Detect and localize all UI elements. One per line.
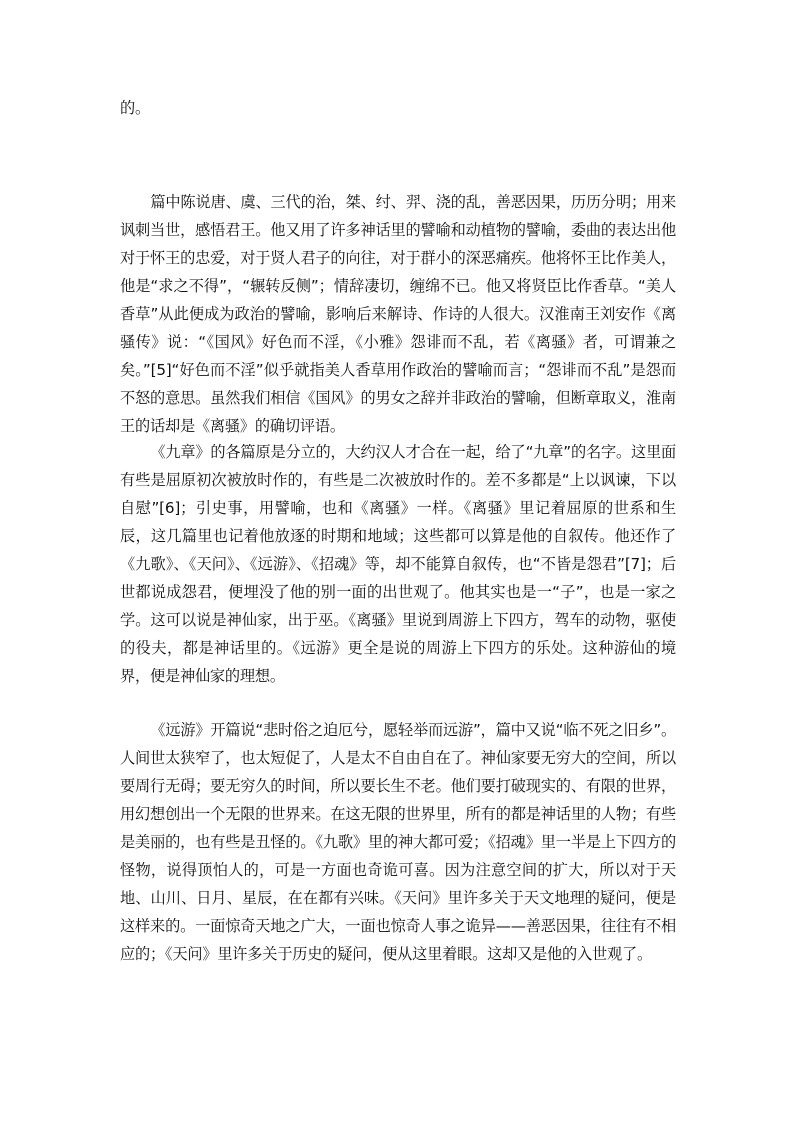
paragraph-jiuzhang: 《九章》的各篇原是分立的，大约汉人才合在一起，给了“九章”的名字。这里面有些是屈原初次被放时作的，有些是二次被放时作的。差不多都是“上以讽谏，下以自慰”[6]；引史事，用譬喻，也和《离骚》一样。《离骚》里记着屈原的世系和生辰，这几篇里也记着他放逐的时期和地域；这些都可以算是他的自叙传。他还作了《九歌》、《天问》、《远游》、《招魂》等，却不能算自叙传，也“不皆是怨君”[7]；后世都说成怨君，便埋没了他的别一面的出世观了。他其实也是一“子”，也是一家之学。这可以说是神仙家，出于巫。《离骚》里说到周游上下四方，驾车的动物，驱使的役夫，都是神话里的。《远游》更全是说的周游上下四方的乐处。这种游仙的境界，便是神仙家的理想。 [120,443,676,685]
paragraph-continuation: 的。 [120,99,150,117]
paragraph-yuanyou: 《远游》开篇说“悲时俗之迫厄兮，愿轻举而远游”，篇中又说“临不死之旧乡”。人间世太狭窄了，也太短促了，人是太不自由自在了。神仙家要无穷大的空间，所以要周行无碍；要无穷久的时间，所以要长生不老。他们要打破现实的、有限的世界，用幻想创出一个无限的世界来。在这无限的世界里，所有的都是神话里的人物；有些是美丽的，也有些是丑怪的。《九歌》里的神大都可爱；《招魂》里一半是上下四方的怪物，说得顶怕人的，可是一方面也奇诡可喜。因为注意空间的扩大，所以对于天地、山川、日月、星辰，在在都有兴味。《天问》里许多关于天文地理的疑问，便是这样来的。一面惊奇天地之广大，一面也惊奇人事之诡异——善恶因果，往往有不相应的；《天问》里许多关于历史的疑问，便从这里着眼。这却又是他的入世观了。 [120,721,676,963]
paragraph-lisao: 篇中陈说唐、虞、三代的治，桀、纣、羿、浇的乱，善恶因果，历历分明；用来讽刺当世，感悟君王。他又用了许多神话里的譬喻和动植物的譬喻，委曲的表达出他对于怀王的忠爱，对于贤人君子的向往，对于群小的深恶痛疾。他将怀王比作美人，他是“求之不得”，“辗转反侧”；情辞凄切，缠绵不已。他又将贤臣比作香草。“美人香草”从此便成为政治的譬喻，影响后来解诗、作诗的人很大。汉淮南王刘安作《离骚传》说：“《国风》好色而不淫，《小雅》怨诽而不乱，若《离骚》者，可谓兼之矣。”[5]“好色而不淫”似乎就指美人香草用作政治的譬喻而言；“怨诽而不乱”是怨而不怒的意思。虽然我们相信《国风》的男女之辞并非政治的譬喻，但断章取义，淮南王的话却是《离骚》的确切评语。 [120,193,676,435]
